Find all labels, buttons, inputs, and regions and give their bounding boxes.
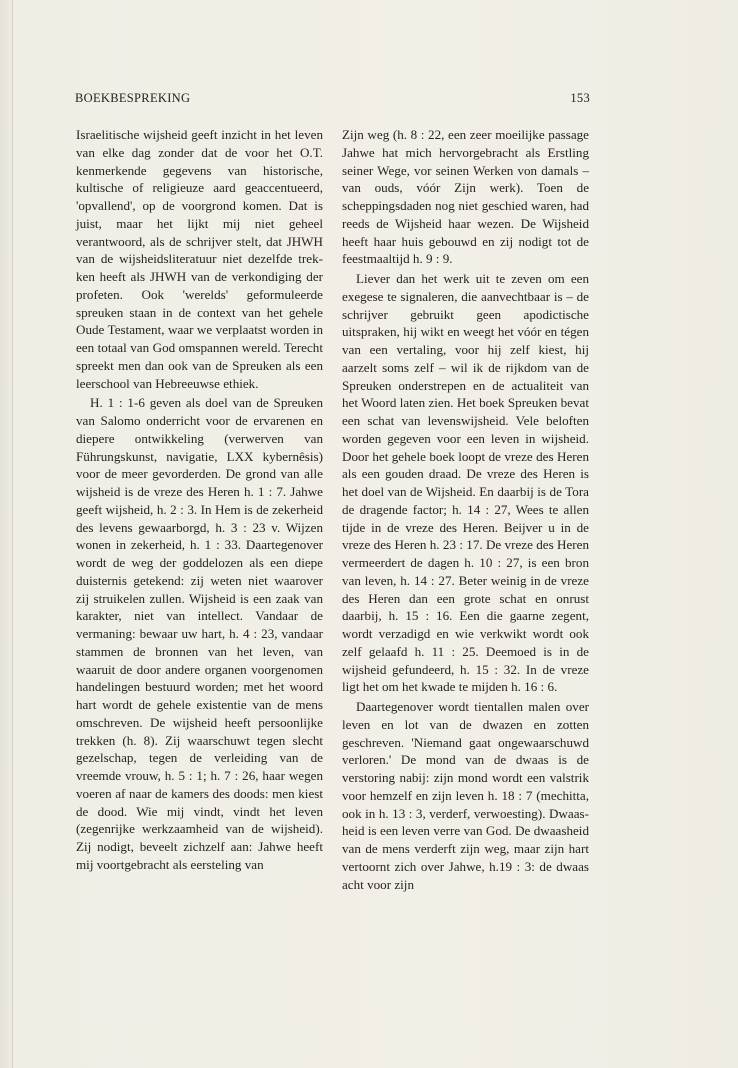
running-head: BOEKBESPREKING xyxy=(75,91,191,105)
right-column xyxy=(342,126,589,895)
page-number: 153 xyxy=(570,91,590,105)
paragraph: Liever dan het werk uit te zeven om een exegese te signaleren, die aanvechtbaar is – de schrijver gebruikt geen apodictische uitspraken, hij wikt en weegt het vóór en tégen van een vertaling, voor hij zelf kiest, hij aarzelt soms zelf – wil ik de rijkdom van de Spreuken onderstrepen en de actualiteit van het Woord laten zien. Het boek Spreuken bevat een schat van levenswijsheid. Vele beloften worden gegeven voor een leven in wijsheid. Door het gehele boek loopt de vreze des Heren als een gouden draad. De vreze des Heren is het doel van de Wijsheid. En daarbij is de Tora de dragende factor; h. 14 : 27, Wees te allen tijde in de vreze des Heren. Beijver u in de vreze des Heren h. 23 : 17. De vreze des Heren vermeerdert de dagen h. 10 : 27, is een bron van leven, h. 14 : 27. Beter weinig in de vreze des Heren dan een grote schat en onrust daarbij, h. 15 : 16. Een die gaarne zegent, wordt verzadigd en wie verkwikt wordt ook zelf gelaafd h. 11 : 25. Deemoed is in de wijsheid gefundeerd, h. 15 : 32. In de vreze ligt het om het kwade te mijden h. 16 : 6. xyxy=(342,271,589,695)
paragraph: Daartegenover wordt tientallen malen over leven en lot van de dwazen en zotten geschreven. 'Niemand gaat ongewaarschuwd verloren.' De mond van de dwaas is de verstoring nabij: zijn mond wordt een valstrik voor hemzelf en zijn leven h. 18 : 7 (mechitta, ook in h. 13 : 3, verderf, verwoesting). Dwaasheid is een leven verre van God. De dwaasheid van de mens verderft zijn weg, maar zijn hart vertoornt zich over Jahwe, h.19 : 3: de dwaas acht voor zijn xyxy=(342,699,589,892)
paragraph: Israelitische wijsheid geeft inzicht in het leven van elke dag zonder dat de voor het O.T. kenmerkende gegevens van historische, kultische of religieuze aard geaccentueerd, 'opvallend', op de voorgrond komen. Dat is juist, maar het lijkt mij niet geheel verantwoord, als de schrijver stelt, dat JHWH van de wijsheidsliteratuur niet dezelfde trekken heeft als JHWH van de verkondiging der profeten. Ook 'werelds' geformuleerde spreuken staan in de context van het gehele Oude Testament, waar we verplaatst worden in een totaal van God omspannen wereld. Terecht spreekt men dan ook van de Spreuken als een leerschool van Hebreeuwse ethiek. xyxy=(76,127,323,391)
left-column xyxy=(76,126,323,876)
paragraph: Zijn weg (h. 8 : 22, een zeer moeilijke passage Jahwe hat mich hervorgebracht als Erstling seiner Wege, vor seinen Werken von damals – van ouds, vóór Zijn werk). Toen de scheppingsdaden nog niet geschied waren, had reeds de Wijsheid haar wezen. De Wijsheid heeft haar huis gebouwd en zij nodigt tot de feestmaaltijd h. 9 : 9. xyxy=(342,127,589,267)
scan-edge-line xyxy=(12,0,13,1068)
paragraph: H. 1 : 1-6 geven als doel van de Spreuken van Salomo onderricht voor de ervarenen en diepere ontwikkeling (verwerven van Führungskunst, navigatie, LXX kybernêsis) voor de meer gevorderden. De grond van alle wijsheid is de vreze des Heren h. 1 : 7. Jahwe geeft wijsheid, h. 2 : 3. In Hem is de zekerheid des levens gewaarborgd, h. 3 : 23 v. Wijzen wonen in zekerheid, h. 1 : 33. Daartegenover wordt de weg der goddelozen als een diepe duisternis getekend: zij weten niet waarover zij struikelen zullen. Wijsheid is een zaak van karakter, niet van intellect. Vandaar de vermaning: bewaar uw hart, h. 4 : 23, vandaar stammen de bronnen van het leven, van waaruit de door andere organen voorgenomen handelingen bestuurd worden; met het woord hart wordt de gehele existentie van de mens omschreven. De wijsheid heeft persoonlijke trekken (h. 8). Zij waarschuwt tegen slecht gezelschap, tegen de verleiding van de vreemde vrouw, h. 5 : 1; h. 7 : 26, haar wegen voeren af naar de kamers des doods: men kiest de dood. Wie mij vindt, vindt het leven (zegenrijke werkzaamheid van de wijsheid). Zij nodigt, beveelt zichzelf aan: Jahwe heeft mij voortgebracht als eersteling van xyxy=(76,395,323,872)
page-header xyxy=(75,91,590,111)
